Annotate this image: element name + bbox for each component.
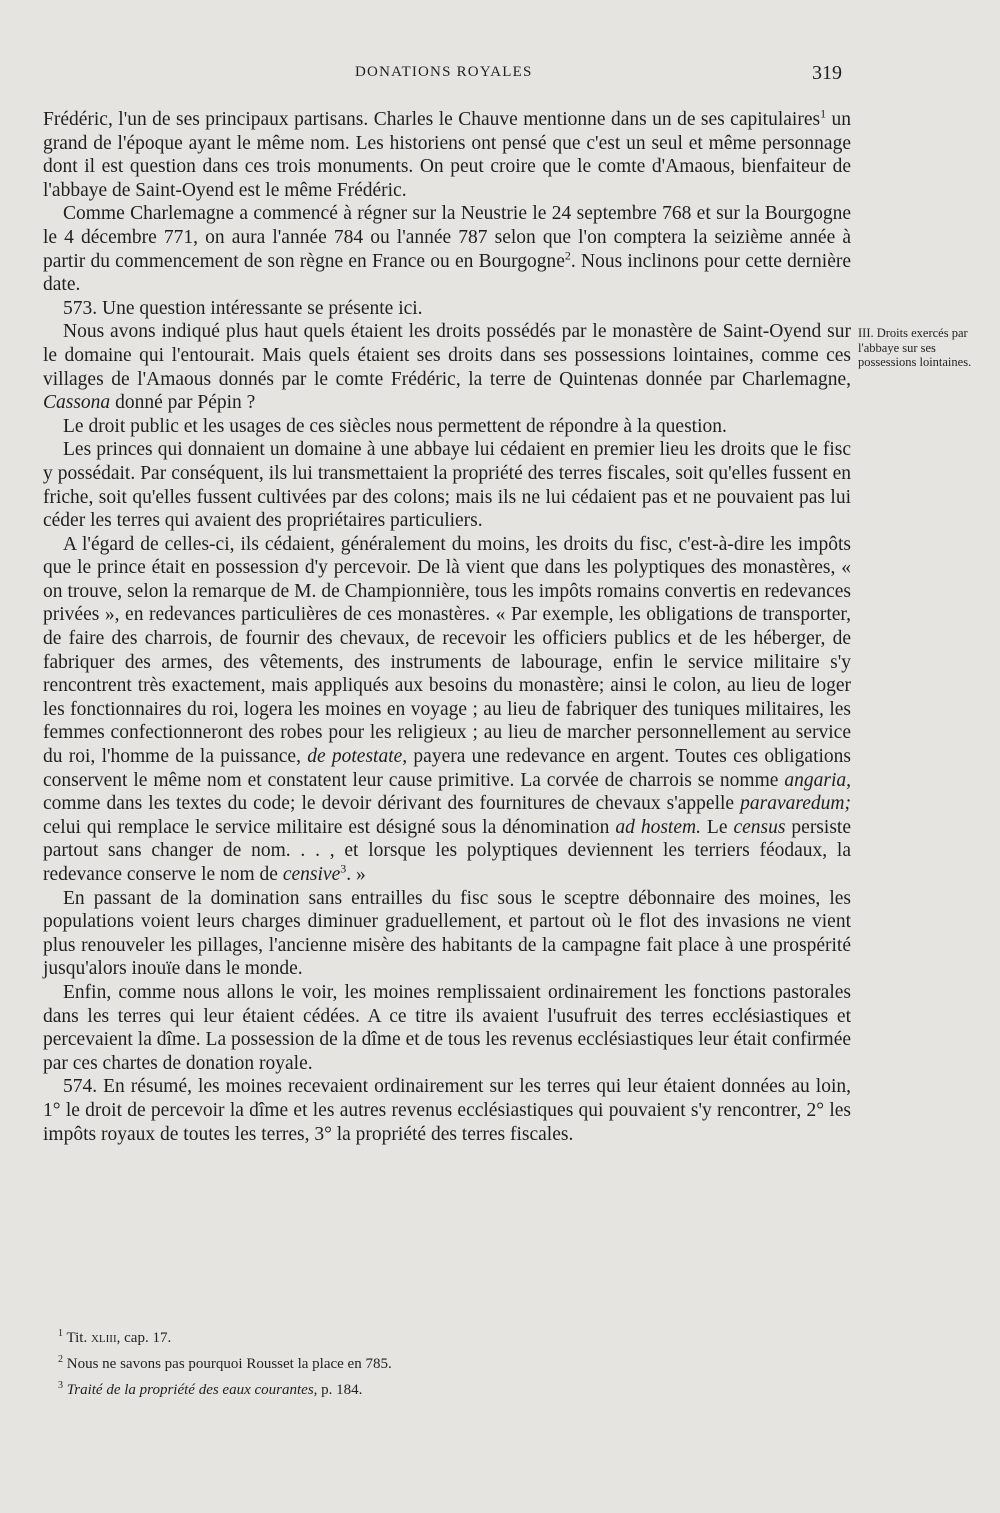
paragraph-7: A l'égard de celles-ci, ils cédaient, généralement du moins, les droits du fisc, c'est-à-dire les impôts que le prince était en possession d'y percevoir. De là vient que dans les polyptiques des monastères, « on trouve, selon la remarque de M. de Championnière, tous les impôts romains convertis en redevances privées », en redevances particulières de ces monastères. « Par exemple, les obligations de transporter, de faire des charrois, de fournir des chevaux, de recevoir les officiers publics et de les héberger, de fabriquer des armes, des vêtements, des instruments de labourage, enfin le service militaire s'y rencontrent très exactement, mais appliqués aux besoins du monastère; ainsi le colon, au lieu de loger les fonctionnaires du roi, logera les moines en voyage ; au lieu de fabriquer des tuniques militaires, les femmes confectionneront des robes pour les religieux ; au lieu de marcher personnellement au service du roi, l'homme de la puissance, de potestate, payera une redevance en argent. Toutes ces obligations conservent le même nom et constatent leur cause primitive. La corvée de charrois se nomme angaria, comme dans les textes du code; le devoir dérivant des fournitures de chevaux s'appelle paravaredum; celui qui remplace le service militaire est désigné sous la dénomination ad hostem. Le census persiste partout sans changer de nom. . . , et lorsque les polyptiques deviennent les terriers féodaux, la redevance conserve le nom de censive$^3$. » xyxy=(43,533,851,885)
page-number: 319 xyxy=(812,62,842,84)
paragraph-9: Enfin, comme nous allons le voir, les moines remplissaient ordinairement les fonctions pastorales dans les terres qui leur étaient cédées. A ce titre ils avaient l'usufruit des terres ecclésiastiques et percevaient la dîme. La possession de la dîme et de tous les revenus ecclésiastiques leur était confirmée par ces chartes de donation royale. xyxy=(43,981,851,1074)
paragraph-6: Les princes qui donnaient un domaine à une abbaye lui cédaient en premier lieu les droits que le fisc y possédait. Par conséquent, ils lui transmettaient la propriété des terres fiscales, soit qu'elles fussent en friche, soit qu'elles fussent cultivées par des colons; mais ils ne lui cédaient pas et ne pouvaient pas lui céder les terres qui avaient des propriétaires particuliers. xyxy=(43,439,851,532)
footnote-3: $^3$ Traité de la propriété des eaux courantes, p. 184. xyxy=(58,1380,363,1398)
main-text xyxy=(43,108,851,1146)
running-head-title: DONATIONS ROYALES xyxy=(355,64,533,80)
margin-sidenote: III. Droits exercés par l'abbaye sur ses possessions lointaines. xyxy=(858,326,972,369)
paragraph-4: Nous avons indiqué plus haut quels étaient les droits possédés par le monastère de Saint-Oyend sur le domaine qui l'entourait. Mais quels étaient ses droits dans ses possessions lointaines, comme ces villages de l'Amaous donnés par le comte Frédéric, la terre de Quintenas donnée par Charlemagne, Cassona donné par Pépin ? xyxy=(43,321,851,414)
footnote-ref-3[interactable]: 3 xyxy=(340,861,347,876)
footnote-ref-1[interactable]: 1 xyxy=(820,106,827,121)
paragraph-1: Frédéric, l'un de ses principaux partisans. Charles le Chauve mentionne dans un de ses capitulaires$^1$ un grand de l'époque ayant le même nom. Les historiens ont pensé que c'est un seul et même personnage dont il est question dans ces trois monuments. On peut croire que le comte d'Amaous, bienfaiteur de l'abbaye de Saint-Oyend est le même Frédéric. xyxy=(43,106,851,201)
paragraph-8: En passant de la domination sans entrailles du fisc sous le sceptre débonnaire des moines, les populations voient leurs charges diminuer graduellement, et partout où le flot des invasions ne vient plus renouveler les pillages, l'ancienne misère des habitants de la campagne fait place à une prospérité jusqu'alors inouïe dans le monde. xyxy=(43,887,851,980)
footnote-1: $^1$ Tit. xliii, cap. 17. xyxy=(58,1328,172,1346)
paragraph-573-heading: 573. Une question intéressante se présente ici. xyxy=(63,297,423,319)
running-head xyxy=(0,62,1000,86)
footnote-2: $^2$ Nous ne savons pas pourquoi Rousset la place en 785. xyxy=(58,1354,392,1372)
footnote-ref-2[interactable]: 2 xyxy=(564,248,571,263)
paragraph-5: Le droit public et les usages de ces siècles nous permettent de répondre à la question. xyxy=(63,415,727,437)
paragraph-574: 574. En résumé, les moines recevaient ordinairement sur les terres qui leur étaient données au loin, 1° le droit de percevoir la dîme et les autres revenus ecclésiastiques qui pouvaient s'y rencontrer, 2° les impôts royaux de toutes les terres, 3° la propriété des terres fiscales. xyxy=(43,1076,851,1145)
footnotes xyxy=(58,1323,758,1401)
paragraph-2: Comme Charlemagne a commencé à régner sur la Neustrie le 24 septembre 768 et sur la Bourgogne le 4 décembre 771, on aura l'année 784 ou l'année 787 selon que l'on comptera la seizième année à partir du commencement de son règne en France ou en Bourgogne$^2$. Nous inclinons pour cette dernière date. xyxy=(43,203,851,296)
